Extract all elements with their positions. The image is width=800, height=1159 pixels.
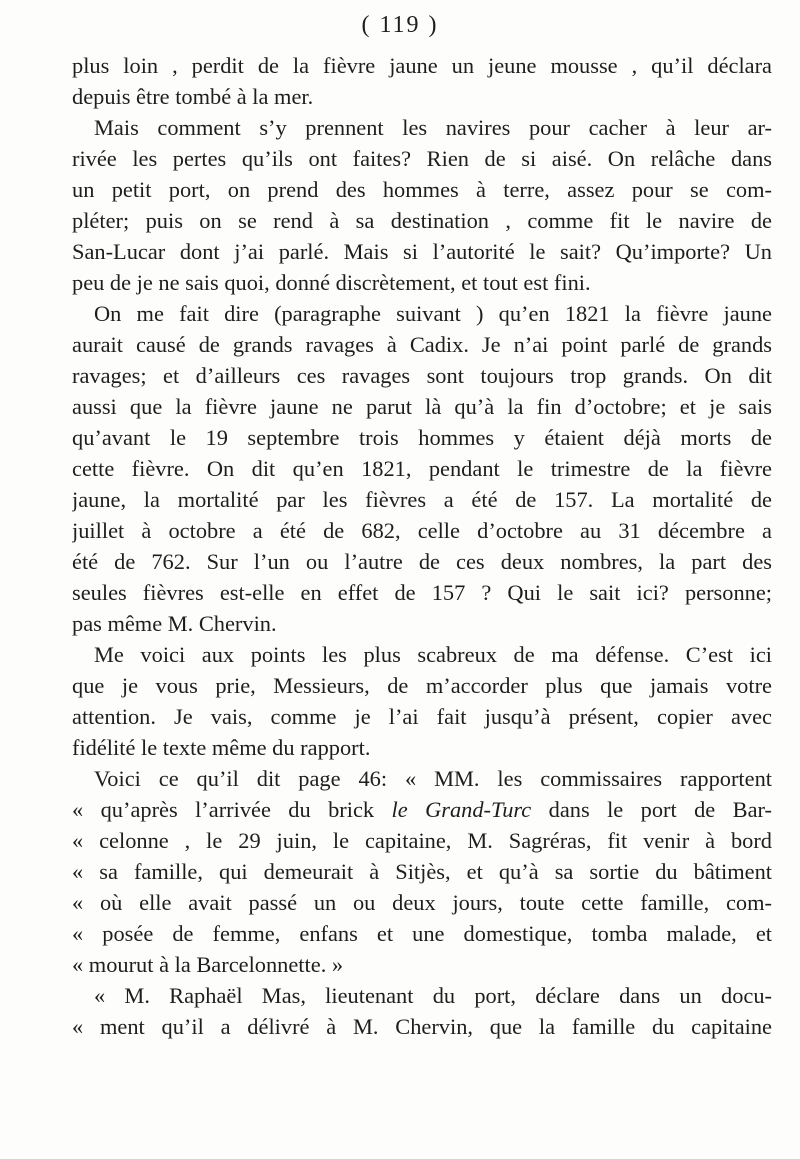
text-line: « ment qu’il a délivré à M. Chervin, que la famille du capitaine bbox=[72, 1014, 772, 1039]
text-line: pas même M. Chervin. bbox=[72, 611, 277, 636]
text-line: que je vous prie, Messieurs, de m’accorder plus que jamais votre bbox=[72, 673, 772, 698]
text-line: un petit port, on prend des hommes à terre, assez pour se com- bbox=[72, 177, 772, 202]
text-line: Voici ce qu’il dit page 46: « MM. les commissaires rapportent bbox=[94, 766, 772, 791]
text-line: depuis être tombé à la mer. bbox=[72, 84, 314, 109]
text-line: plus loin , perdit de la fièvre jaune un jeune mousse , qu’il déclara bbox=[72, 53, 772, 78]
text-line: pléter; puis on se rend à sa destination , comme fit le navire de bbox=[72, 208, 772, 233]
text-line: « qu’après l’arrivée du brick le Grand-Turc dans le port de Bar- bbox=[72, 797, 772, 822]
body-text bbox=[72, 50, 772, 1042]
text-line: aurait causé de grands ravages à Cadix. Je n’ai point parlé de grands bbox=[72, 332, 772, 357]
text-line: rivée les pertes qu’ils ont faites? Rien de si aisé. On relâche dans bbox=[72, 146, 772, 171]
text-line: San-Lucar dont j’ai parlé. Mais si l’autorité le sait? Qu’importe? Un bbox=[72, 239, 772, 264]
text-line: On me fait dire (paragraphe suivant ) qu’en 1821 la fièvre jaune bbox=[94, 301, 772, 326]
text-line: cette fièvre. On dit qu’en 1821, pendant le trimestre de la fièvre bbox=[72, 456, 772, 481]
text-line: qu’avant le 19 septembre trois hommes y étaient déjà morts de bbox=[72, 425, 772, 450]
text-line: juillet à octobre a été de 682, celle d’octobre au 31 décembre a bbox=[72, 518, 772, 543]
text-line: fidélité le texte même du rapport. bbox=[72, 735, 371, 760]
text-line: « sa famille, qui demeurait à Sitjès, et qu’à sa sortie du bâtiment bbox=[72, 859, 772, 884]
text-line: attention. Je vais, comme je l’ai fait jusqu’à présent, copier avec bbox=[72, 704, 772, 729]
text-line: aussi que la fièvre jaune ne parut là qu’à la fin d’octobre; et je sais bbox=[72, 394, 772, 419]
text-line: Mais comment s’y prennent les navires pour cacher à leur ar- bbox=[94, 115, 772, 140]
text-line: seules fièvres est-elle en effet de 157 ? Qui le sait ici? personne; bbox=[72, 580, 772, 605]
text-line: été de 762. Sur l’un ou l’autre de ces deux nombres, la part des bbox=[72, 549, 772, 574]
text-line: « posée de femme, enfans et une domestique, tomba malade, et bbox=[72, 921, 772, 946]
text-line: « celonne , le 29 juin, le capitaine, M. Sagréras, fit venir à bord bbox=[72, 828, 772, 853]
text-line: « M. Raphaël Mas, lieutenant du port, déclare dans un docu- bbox=[94, 983, 772, 1008]
text-line: peu de je ne sais quoi, donné discrètement, et tout est fini. bbox=[72, 270, 591, 295]
text-line: ravages; et d’ailleurs ces ravages sont toujours trop grands. On dit bbox=[72, 363, 772, 388]
text-line: « où elle avait passé un ou deux jours, toute cette famille, com- bbox=[72, 890, 772, 915]
ship-name: le Grand-Turc bbox=[391, 797, 532, 822]
text-line: jaune, la mortalité par les fièvres a été de 157. La mortalité de bbox=[72, 487, 772, 512]
page-number: ( 119 ) bbox=[361, 12, 439, 38]
text-line: « mourut à la Barcelonnette. » bbox=[72, 952, 344, 977]
text-line: Me voici aux points les plus scabreux de ma défense. C’est ici bbox=[94, 642, 772, 667]
